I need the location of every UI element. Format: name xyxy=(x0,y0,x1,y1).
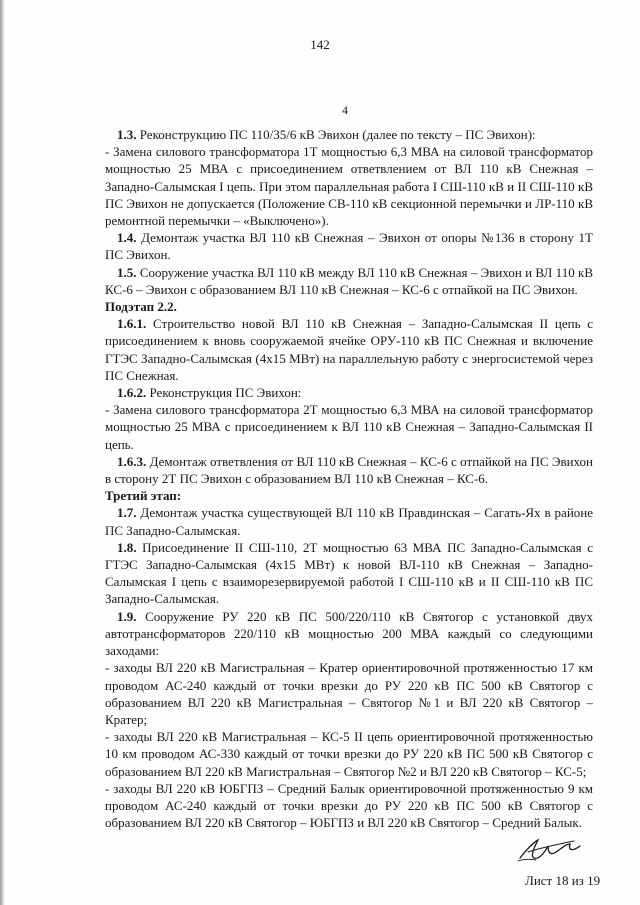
paragraph-text: Строительство новой ВЛ 110 кВ Снежная – Западно-Салымская II цепь с присоединением к вновь сооружаемой ячейке ОРУ-110 кВ ПС Снежная и включение ГТЭС Западно-Салымская (4х15 МВт) на параллельную работу с энергосистемой через ПС Снежная. xyxy=(105,316,594,383)
paragraph-1-6-2-detail: - Замена силового трансформатора 2Т мощностью 6,3 МВА на силовой трансформатор мощностью 25 МВА с присоединением к ВЛ 110 кВ Снежная – Западно-Салымская II цепь. xyxy=(105,402,593,452)
item-number: 1.6.3. xyxy=(117,453,147,469)
paragraph-text: Присоединение II СШ-110, 2Т мощностью 63 МВА ПС Западно-Салымская с ГТЭС Западно-Салымская (4х15 МВт) к новой ВЛ-110 кВ Снежная – Западно-Салымская I цепь с взаиморезервируемой работой I СШ-110 кВ и II СШ-110 кВ ПС Западно-Салымская. xyxy=(105,539,593,607)
paragraph-1-6-1 xyxy=(105,315,593,384)
paragraph-1-3-detail: - Замена силового трансформатора 1Т мощностью 6,3 МВА на силовой трансформатор мощностью 25 МВА с присоединением ответвлением от ВЛ 110 кВ Снежная – Западно-Салымская I цепь. При этом параллельная работа I СШ-110 кВ и II СШ-110 кВ ПС Эвихон не допускается (Положение СВ-110 кВ секционной перемычки и ЛР-110 кВ ремонтной перемычки – «Выключено»). xyxy=(105,144,593,229)
paragraph-text: Демонтаж ответвления от ВЛ 110 кВ Снежная – КС-6 с отпайкой на ПС Эвихон в сторону 2Т ПС Эвихон с образованием ВЛ 110 кВ Снежная – КС-6. xyxy=(105,453,594,487)
paragraph-1-8 xyxy=(105,539,593,608)
paragraph-1-7 xyxy=(105,504,593,538)
section-heading-substage-2-2: Подэтап 2.2. xyxy=(105,299,177,315)
paragraph-1-6-3 xyxy=(105,453,593,487)
page-number-inner: 4 xyxy=(342,103,348,117)
paragraph-1-5 xyxy=(105,264,593,298)
item-number: 1.8. xyxy=(117,539,137,555)
section-heading-third-stage: Третий этап: xyxy=(105,488,182,504)
handwritten-signature xyxy=(514,832,586,866)
item-number: 1.9. xyxy=(117,608,137,624)
paragraph-text: Демонтаж участка существующей ВЛ 110 кВ Правдинская – Сагать-Ях в районе ПС Западно-Салымская. xyxy=(105,505,594,538)
paragraph-1-9-entry-1: - заходы ВЛ 220 кВ Магистральная – Кратер ориентировочной протяженностью 17 км проводом АС-240 каждый от точки врезки до РУ 220 кВ ПС 500 кВ Святогор с образованием ВЛ 220 кВ Магистральная – Святогор №1 и ВЛ 220 кВ Святогор – Кратер; xyxy=(105,660,593,727)
paragraph-1-9-entry-3: - заходы ВЛ 220 кВ ЮБГПЗ – Средний Балык ориентировочной протяженностью 9 км проводом АС-240 каждый от точки врезки до РУ 220 кВ ПС 500 кВ Святогор с образованием ВЛ 220 кВ Святогор – ЮБГПЗ и ВЛ 220 кВ Святогор – Средний Балык. xyxy=(105,780,593,831)
paragraph-1-4 xyxy=(105,229,593,263)
item-number: 1.7. xyxy=(117,505,137,521)
paragraph-1-9 xyxy=(105,608,593,660)
page-number-top: 142 xyxy=(310,37,330,52)
item-number: 1.6.1. xyxy=(117,316,147,332)
document-body xyxy=(105,126,593,831)
sheet-counter: Лист 18 из 19 xyxy=(525,873,601,888)
paragraph-text: Сооружение РУ 220 кВ ПС 500/220/110 кВ Святогор с установкой двух автотрансформаторов 220/110 кВ мощностью 200 МВА каждый со следующими заходами: xyxy=(105,608,594,659)
page-edge-shadow xyxy=(0,0,5,905)
item-number: 1.3. xyxy=(117,127,137,142)
paragraph-text: Реконструкцию ПС 110/35/6 кВ Эвихон (далее по тексту – ПС Эвихон): xyxy=(139,127,536,142)
paragraph-text: Демонтаж участка ВЛ 110 кВ Снежная – Эвихон от опоры №136 в сторону 1Т ПС Эвихон. xyxy=(105,230,593,263)
item-number: 1.5. xyxy=(117,264,137,280)
paragraph-1-9-entry-2: - заходы ВЛ 220 кВ Магистральная – КС-5 II цепь ориентировочной протяженностью 10 км проводом АС-330 каждый от точки врезки до РУ 220 кВ ПС 500 кВ Святогор с образованием ВЛ 220 кВ Магистральная – Святогор №2 и ВЛ 220 кВ Святогор – КС-5; xyxy=(105,729,593,779)
item-number: 1.4. xyxy=(117,230,137,246)
paragraph-1-6-2 xyxy=(105,384,593,401)
paragraph-1-3 xyxy=(105,126,593,143)
item-number: 1.6.2. xyxy=(117,385,147,401)
paragraph-text: Реконструкция ПС Эвихон: xyxy=(149,385,302,401)
paragraph-text: Сооружение участка ВЛ 110 кВ между ВЛ 110 кВ Снежная – Эвихон и ВЛ 110 кВ КС-6 – Эвихон с образованием ВЛ 110 кВ Снежная – КС-6 с отпайкой на ПС Эвихон. xyxy=(105,264,593,297)
